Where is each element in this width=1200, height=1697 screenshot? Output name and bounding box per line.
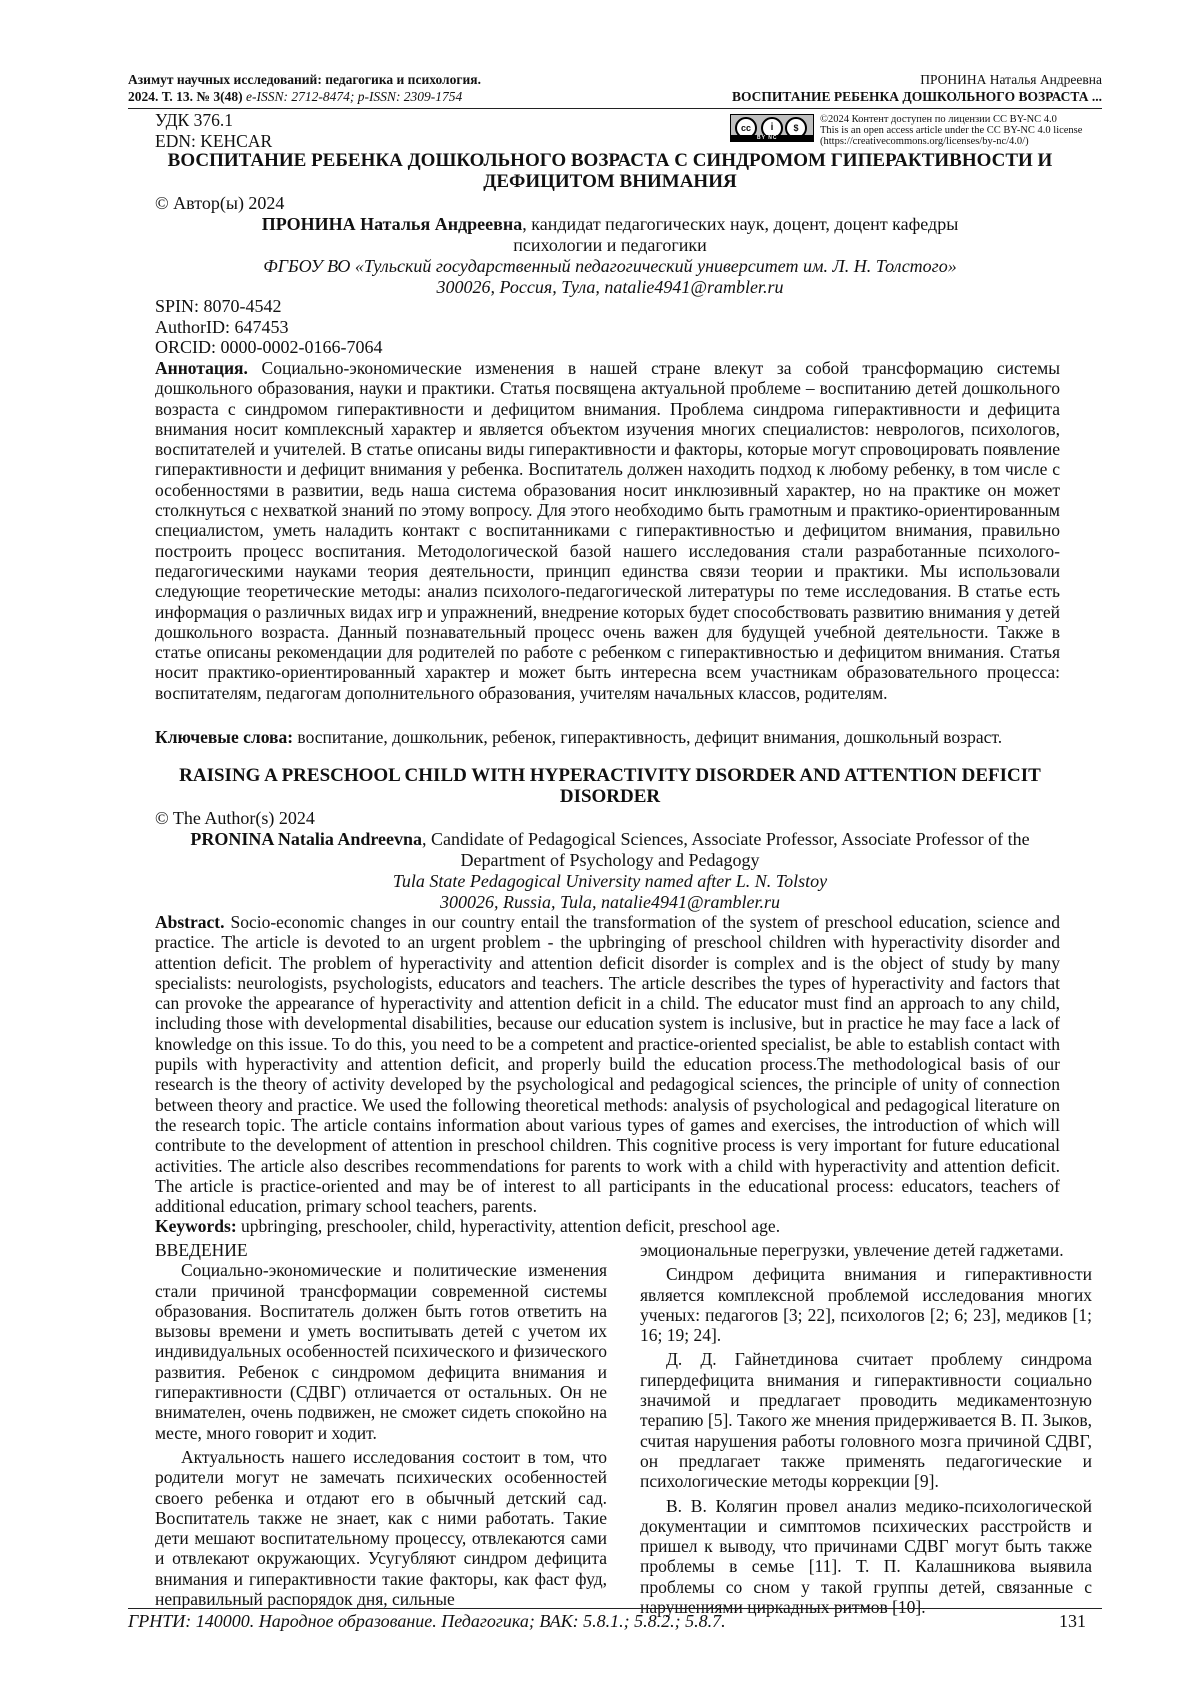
author-identifiers <box>155 296 383 358</box>
keywords-en: Keywords: upbringing, preschooler, child, hyperactivity, attention deficit, preschool age. <box>155 1216 781 1236</box>
address-en: 300026, Russia, Tula, natalie4941@rambler.ru <box>439 891 781 912</box>
affiliation-ru: ФГБОУ ВО «Тульский государственный педагогический университет им. Л. Н. Толстого» 300026, Россия, Тула, natalie4941@rambler.ru <box>150 256 1070 297</box>
udk: УДК 376.1 <box>155 110 233 130</box>
article-title-en: RAISING A PRESCHOOL CHILD WITH HYPERACTIVITY DISORDER AND ATTENTION DEFICIT DISORDER <box>179 765 1041 807</box>
section-heading: ВВЕДЕНИЕ <box>155 1240 248 1260</box>
journal-issue: 2024. Т. 13. № 3(48) e-ISSN: 2712-8474; p-ISSN: 2309-1754 <box>128 89 463 104</box>
abstract-label-en: Abstract. <box>155 912 225 932</box>
license-text: ©2024 Контент доступен по лицензии CC BY-NC 4.0 This is an open access article under the CC BY-NC 4.0 license (https://creativecommons.org/licenses/by-nc/4.0/) <box>820 114 1140 147</box>
body-paragraph: В. В. Колягин провел анализ медико-психологической документации и симптомов психических расстройств и пришел к выводу, что причинами СДВГ могут быть также проблемы в семье [11]. Т. П. Калашникова выявила проблемы со сном у такой группы детей, связанные с нарушениями циркадных ритмов [10]. <box>640 1495 1092 1618</box>
body-paragraph: Актуальность нашего исследования состоит в том, что родители могут не замечать психических особенностей своего ребенка и отдают его в обычный детский сад. Воспитатель также не знает, как с ними работать. Такие дети мешают воспитательному процессу, отвлекаются сами и отвлекают окружающих. Усугубляют синдром дефицита внимания и гиперактивности такие факторы, как фаст фуд, неправильный распорядок дня, сильные <box>155 1446 607 1610</box>
article-title-ru: ВОСПИТАНИЕ РЕБЕНКА ДОШКОЛЬНОГО ВОЗРАСТА С СИНДРОМОМ ГИПЕРАКТИВНОСТИ И ДЕФИЦИТОМ ВНИМАНИЯ <box>167 150 1053 192</box>
footer-grnti: ГРНТИ: 140000. Народное образование. Педагогика; ВАК: 5.8.1.; 5.8.2.; 5.8.7. <box>128 1611 726 1631</box>
author-ru: ПРОНИНА Наталья Андреевна, кандидат педагогических наук, доцент, доцент кафедры психологии и педагогики <box>261 214 959 255</box>
affiliation-en: Tula State Pedagogical University named after L. N. Tolstoy 300026, Russia, Tula, natalie4941@rambler.ru <box>150 871 1070 912</box>
body-paragraph: Социально-экономические и политические изменения стали причиной трансформации современной системы образования. Воспитатель должен быть готов ответить на вызовы времени и уметь воспитывать детей с учетом их индивидуальных особенностей психического и физического развития. Ребенок с синдромом дефицита внимания и гиперактивности (СДВГ) отличается от остальных. Он не внимателен, очень подвижен, не сможет сидеть спокойно на месте, много говорит и ходит. <box>155 1260 607 1443</box>
copyright-en: © The Author(s) 2024 <box>155 808 315 828</box>
running-header <box>582 71 1102 105</box>
running-title: ВОСПИТАНИЕ РЕБЕНКА ДОШКОЛЬНОГО ВОЗРАСТА ... <box>731 89 1102 104</box>
address-ru: 300026, Россия, Тула, natalie4941@rambler.ru <box>436 276 784 297</box>
udk-block <box>155 110 272 152</box>
keywords-ru: Ключевые слова: воспитание, дошкольник, ребенок, гиперактивность, дефицит внимания, дошкольный возраст. <box>155 727 1003 747</box>
body-column-right <box>640 1240 1092 1621</box>
footer-divider <box>128 1608 1102 1609</box>
author-name-ru: ПРОНИНА Наталья Андреевна <box>261 214 523 234</box>
body-column-left <box>155 1240 607 1613</box>
license-block <box>730 114 1140 147</box>
abstract-en: Abstract. Socio-economic changes in our country entail the transformation of the system of preschool education, science and practice. The article is devoted to an urgent problem - the upbringing of preschool children with hyperactivity disorder and attention deficit. The problem of hyperactivity and attention deficit disorder is complex and is the object of study by many specialists: neurologists, psychologists, educators and teachers. The article describes the types of hyperactivity and factors that can provoke the appearance of hyperactivity and attention deficit in a child. The educator must find an approach to any child, including those with developmental disabilities, because our education system is inclusive, but in practice he may face a lack of knowledge on this issue. To do this, you need to be a competent and practice-oriented specialist, be able to establish contact with pupils with hyperactivity and attention deficit, and properly build the education process.The methodological basis of our research is the theory of activity developed by the psychological and pedagogical sciences, the principle of unity of connection between theory and practice. We used the following theoretical methods: analysis of psychological and pedagogical literature on the research topic. The article contains information about various types of games and exercises, the introduction of which will contribute to the development of attention in preschool children. This cognitive process is very important for future educational activities. The article also describes recommendations for parents to work with a child with hyperactivity and attention deficit. The article is practice-oriented and may be of interest to all participants in the educational process: educators, teachers of additional education, primary school teachers, parents. <box>155 912 1060 1217</box>
page-number: 131 <box>1059 1611 1086 1631</box>
cc-license-icon: cc i $ BY NC <box>730 114 814 142</box>
author-en: PRONINA Natalia Andreevna, Candidate of Pedagogical Sciences, Associate Professor, Associate Professor of the Department of Psychology and Pedagogy <box>190 829 1030 870</box>
copyright-ru: © Автор(ы) 2024 <box>155 193 285 213</box>
license-link[interactable]: (https://creativecommons.org/licenses/by-nc/4.0/) <box>820 136 1029 147</box>
spin: SPIN: 8070-4542 <box>155 296 282 316</box>
abstract-ru: Аннотация. Социально-экономические изменения в нашей стране влекут за собой трансформацию системы дошкольного образования, науки и практики. Статья посвящена актуальной проблеме – воспитанию детей дошкольного возраста с синдромом гиперактивности и дефицитом внимания. Проблема синдрома гиперактивности и дефицита внимания носит комплексный характер и является объектом изучения многих специалистов: неврологов, психологов, воспитателей и учителей. В статье описаны виды гиперактивности и факторы, которые могут спровоцировать появление гиперактивности и дефицит внимания у ребенка. Воспитатель должен находить подход к любому ребенку, в том числе с особенностями в развитии, ведь наша система образования носит инклюзивный характер, но на практике он может столкнуться с нехваткой знаний по этому вопросу. Для этого необходимо быть грамотным и практико-ориентированным специалистом, уметь наладить контакт с воспитанниками с гиперактивностью и дефицитом внимания, правильно построить процесс воспитания. Методологической базой нашего исследования стали разработанные психолого-педагогическими науками теория деятельности, принцип единства связи теории и практики. Мы использовали следующие теоретические методы: анализ психолого-педагогической литературы по теме исследования. В статье есть информация о различных видах игр и упражнений, внедрение которых будет способствовать развитию внимания у детей дошкольного возраста. Данный познавательный процесс очень важен для будущей учебной деятельности. Также в статье описаны рекомендации для родителей по работе с ребенком с гиперактивностью и дефицитом внимания. Статья носит практико-ориентированный характер и может быть интересна всем участникам образовательного процесса: воспитателям, педагогам дополнительного образования, учителям начальных классов, родителям. <box>155 358 1060 703</box>
header-divider <box>128 108 1102 109</box>
body-paragraph: Д. Д. Гайнетдинова считает проблему синдрома гипердефицита внимания и гиперактивности социально значимой и предлагает проводить медикаментозную терапию [5]. Такого же мнения придерживается В. П. Зыков, считая нарушения работы головного мозга причиной СДВГ, он предлагает также применять педагогические и психологические методы коррекции [9]. <box>640 1349 1092 1492</box>
journal-title: Азимут научных исследований: педагогика и психология. <box>128 72 481 87</box>
orcid: ORCID: 0000-0002-0166-7064 <box>155 337 383 357</box>
author-id: AuthorID: 647453 <box>155 316 289 337</box>
body-paragraph: Синдром дефицита внимания и гиперактивности является комплексной проблемой исследования многих ученых: педагогов [3; 22], психологов [2; 6; 23], медиков [1; 16; 19; 24]. <box>640 1264 1092 1346</box>
edn: EDN: KEHCAR <box>155 131 273 151</box>
abstract-label-ru: Аннотация. <box>155 358 248 378</box>
running-author: ПРОНИНА Наталья Андреевна <box>920 72 1102 87</box>
body-paragraph: эмоциональные перегрузки, увлечение детей гаджетами. <box>640 1240 1064 1260</box>
author-name-en: PRONINA Natalia Andreevna <box>190 829 423 849</box>
